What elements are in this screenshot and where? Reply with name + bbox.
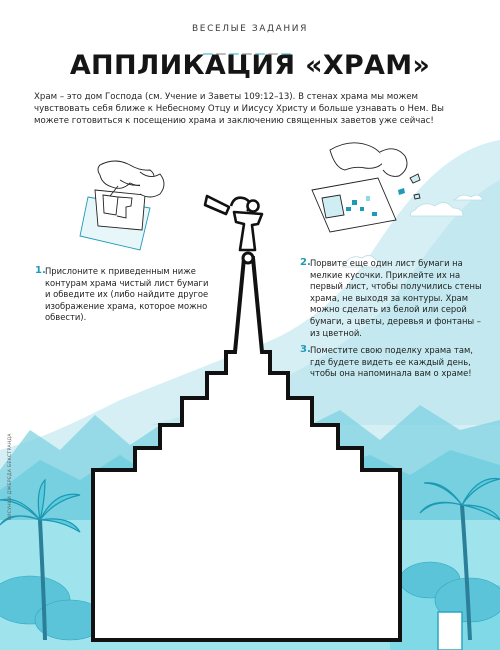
step-3	[300, 344, 478, 380]
step-text: Прислоните к приведенным ниже контурам храма чистый лист бумаги и обведите их (либо найдите другое изображение храма, которое можно обвести).	[45, 266, 209, 323]
step-2	[300, 257, 482, 339]
step-text: Порвите еще один лист бумаги на мелкие кусочки. Приклейте их на первый лист, чтобы получились стены храма, не выходя за контуры. Храм можно сделать из белой или серой бумаги, а цветы, деревья и фонтаны – из цветной.	[310, 258, 482, 338]
step-text: Поместите свою поделку храма там, где будете видеть ее каждый день, чтобы она напоминала вам о храме!	[310, 345, 473, 379]
step-number: 3.	[300, 344, 311, 355]
illustration-credit: РИСУНКИ ДЖЕРЕДА БЕКСТРАНДА	[8, 433, 13, 520]
fountain-pillar	[438, 612, 462, 650]
intro-paragraph: Храм – это дом Господа (см. Учение и Заветы 109:12–13). В стенах храма мы можем чувствовать себя ближе к Небесному Отцу и Иисусу Христу и больше узнавать о Нем. Вы можете готовиться к посещению храма и заключению священных заветов уже сейчас!	[34, 92, 444, 126]
page-title: АППЛИКАЦИЯ «ХРАМ»	[69, 50, 431, 81]
spire-orb	[243, 253, 253, 263]
angel-moroni-icon	[205, 196, 262, 250]
step-number: 1.	[35, 265, 46, 276]
kicker-divider	[203, 40, 297, 43]
step-number: 2.	[300, 257, 311, 268]
section-kicker: ВЕСЕЛЫЕ ЗАДАНИЯ	[192, 24, 308, 34]
step-1	[35, 265, 215, 324]
hands-tracing-illustration	[80, 161, 164, 250]
